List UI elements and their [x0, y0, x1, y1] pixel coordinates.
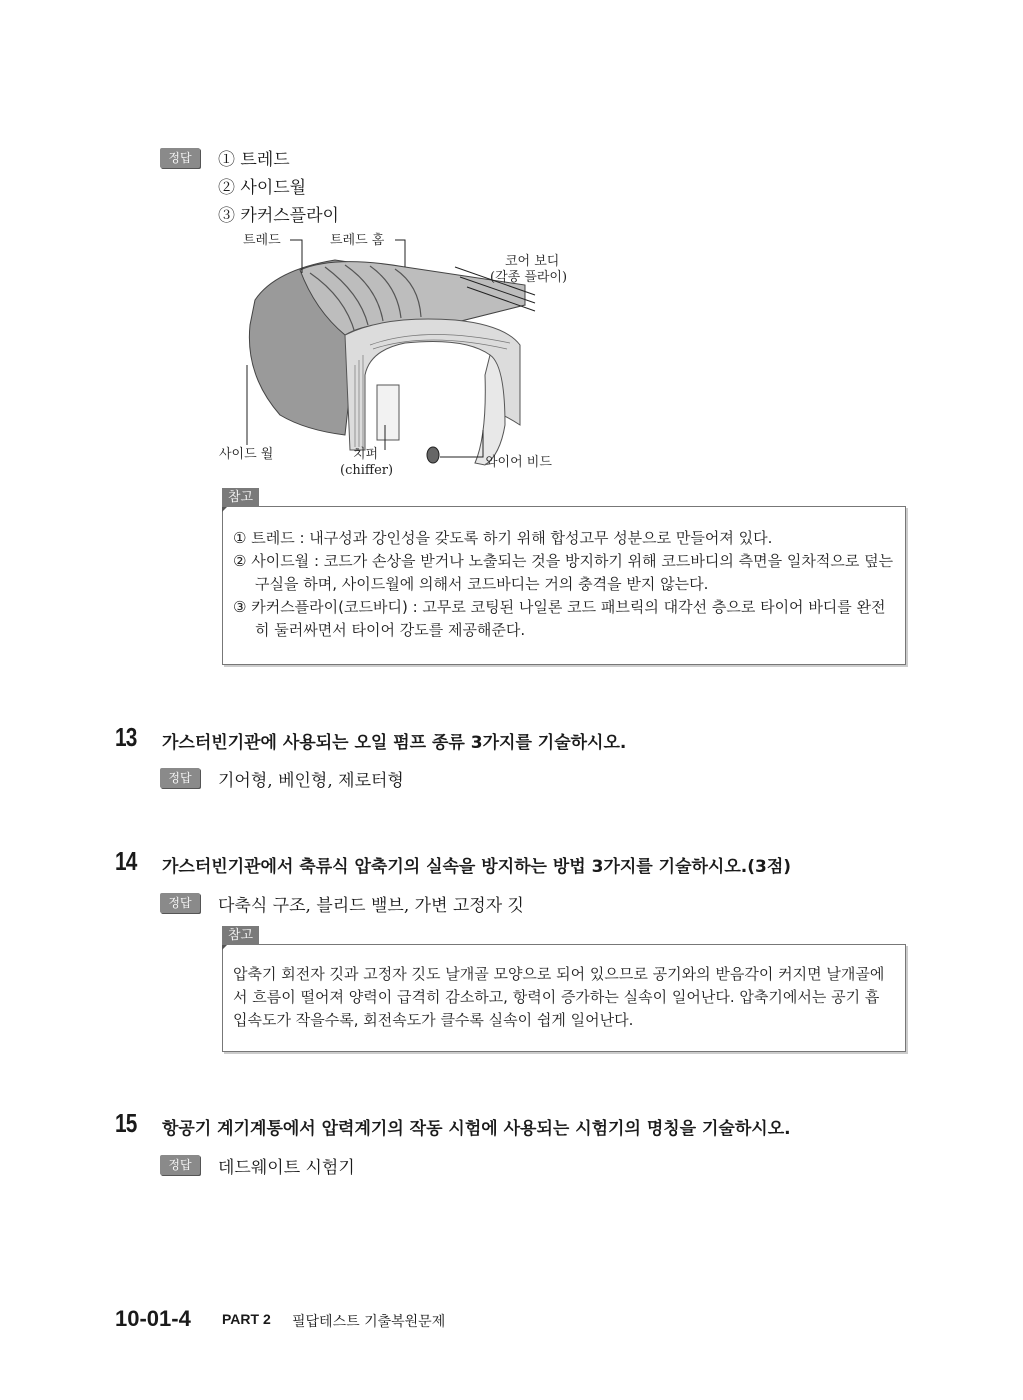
answer-badge: 정답: [160, 893, 200, 913]
answer-text-15: 데드웨이트 시험기: [218, 1158, 355, 1178]
question-text-13: 가스터빈기관에 사용되는 오일 펌프 종류 3가지를 기술하시오.: [162, 733, 627, 753]
label-chiffer: 치퍼: [353, 447, 379, 462]
wire-bead-shape: [427, 447, 439, 463]
label-tread: 트레드: [243, 233, 281, 248]
answer-line-2: ② 사이드월: [218, 178, 307, 198]
footer-title: 필답테스트 기출복원문제: [292, 1314, 446, 1330]
note-item-2-cont: 구실을 하며, 사이드월에 의해서 코드바디는 거의 충격을 받지 않는다.: [255, 575, 709, 593]
label-core-body: 코어 보디: [505, 254, 560, 269]
note-tag: 참고: [222, 488, 259, 507]
question-text-15: 항공기 계기계통에서 압력계기의 작동 시험에 사용되는 시험기의 명칭을 기술하시오.: [162, 1119, 791, 1139]
footer-part: PART 2: [222, 1311, 271, 1327]
label-chiffer-en: (chiffer): [340, 463, 394, 478]
answer-badge: 정답: [160, 148, 200, 168]
note-line-1: 압축기 회전자 깃과 고정자 깃도 날개골 모양으로 되어 있으므로 공기와의 받음각이 커지면 날개골에: [233, 965, 885, 983]
question-number-14: 14: [115, 846, 137, 876]
question-number-15: 15: [115, 1108, 137, 1138]
note-item-2: ② 사이드월 : 코드가 손상을 받거나 노출되는 것을 방지하기 위해 코드바디의 측면을 일차적으로 덮는: [233, 552, 894, 570]
answer-badge: 정답: [160, 768, 200, 788]
label-core-body-sub: (각종 플라이): [490, 270, 568, 285]
answer-line-1: ① 트레드: [218, 150, 290, 170]
note-line-2: 서 흐름이 떨어져 양력이 급격히 감소하고, 항력이 증가하는 실속이 일어난다. 압축기에서는 공기 흡: [233, 988, 880, 1006]
note-item-3: ③ 카커스플라이(코드바디) : 고무로 코팅된 나일론 코드 패브릭의 대각선 층으로 타이어 바디를 완전: [233, 598, 886, 616]
label-tread-groove: 트레드 홈: [330, 233, 385, 248]
question-number-13: 13: [115, 722, 137, 752]
answer-text-13: 기어형, 베인형, 제로터형: [218, 771, 404, 791]
answer-badge: 정답: [160, 1155, 200, 1175]
question-text-14: 가스터빈기관에서 축류식 압축기의 실속을 방지하는 방법 3가지를 기술하시오.(3점): [162, 857, 792, 877]
note-box-q12: [222, 490, 906, 665]
note-item-3-cont: 히 둘러싸면서 타이어 강도를 제공해준다.: [255, 621, 526, 639]
label-side-wall: 사이드 월: [219, 447, 274, 462]
label-wire-bead: 와이어 비드: [485, 455, 552, 470]
note-tag: 참고: [222, 926, 259, 945]
note-item-1: ① 트레드 : 내구성과 강인성을 갖도록 하기 위해 합성고무 성분으로 만들어져 있다.: [233, 529, 773, 547]
note-box-q14: [222, 928, 906, 1052]
answer-text-14: 다축식 구조, 블리드 밸브, 가변 고정자 깃: [218, 896, 524, 916]
tire-diagram: [205, 225, 605, 485]
answer-line-3: ③ 카커스플라이: [218, 206, 339, 226]
note-line-3: 입속도가 작을수록, 회전속도가 클수록 실속이 쉽게 일어난다.: [233, 1011, 634, 1029]
page-number: 10-01-4: [115, 1306, 191, 1331]
chiffer-shape: [377, 385, 399, 440]
